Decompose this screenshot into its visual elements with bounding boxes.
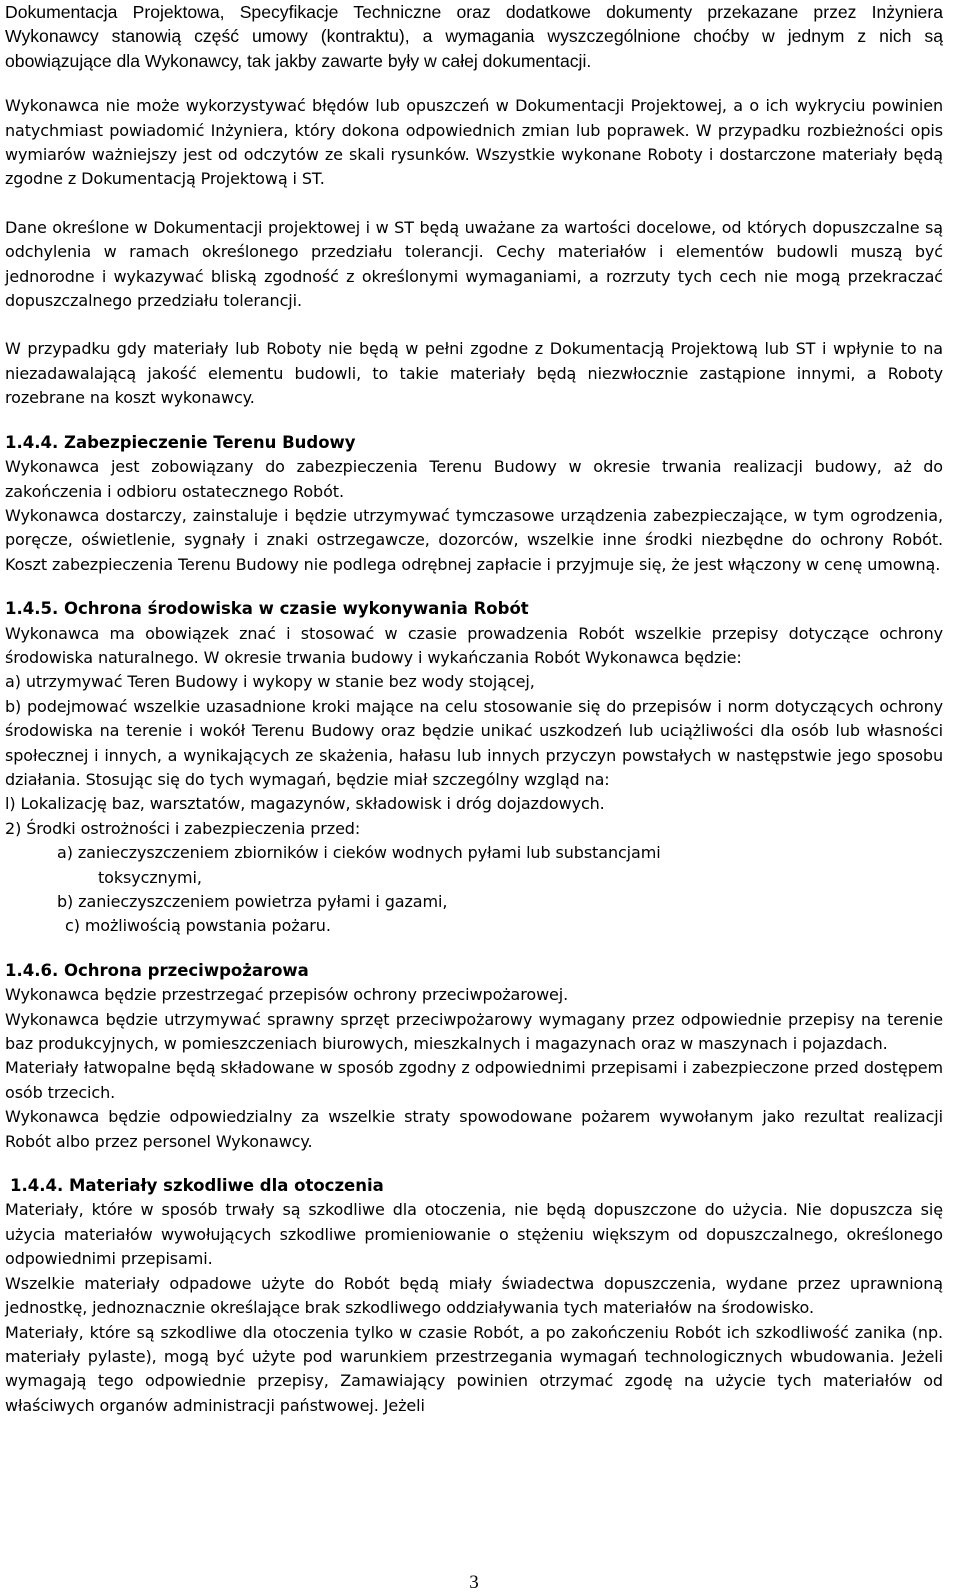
sub-item-b: b) zanieczyszczeniem powietrza pyłami i gazami, — [57, 892, 448, 911]
list-item-2: 2) Środki ostrożności i zabezpieczenia przed: — [5, 818, 361, 838]
heading-site-security: 1.4.4. Zabezpieczenie Terenu Budowy — [5, 432, 356, 452]
list-item-a: a) utrzymywać Teren Budowy i wykopy w stanie bez wody stojącej, — [5, 672, 535, 692]
sub-item-c: c) możliwością powstania pożaru. — [65, 916, 331, 936]
heading-environment-protection: 1.4.5. Ochrona środowiska w czasie wykonywania Robót — [5, 599, 529, 619]
paragraph-harmful-1: Materiały, które w sposób trwały są szkodliwe dla otoczenia, nie będą dopuszczone do użycia. Nie dopuszcza się użycia materiałów wywołujących szkodliwe promieniowanie o stężeniu większym od dopuszczalnego, określonego odpowiednimi przepisami. — [5, 1200, 943, 1269]
list-item-b: b) podejmować wszelkie uzasadnione kroki mające na celu stosowanie się do przepisów i norm dotyczących ochrony środowiska na terenie i wokół Terenu Budowy oraz będzie unikać uszkodzeń lub uciążliwości dla osób lub własności społecznej i innych, a wynikających ze skażenia, hałasu lub innych przyczyn powstałych w następstwie jego sposobu działania. Stosując się do tych wymagań, będzie miał szczególny wzgląd na: — [5, 696, 943, 789]
document-page — [5, 0, 943, 1418]
paragraph-site-security-2: Wykonawca dostarczy, zainstaluje i będzie utrzymywać tymczasowe urządzenia zabezpieczające, w tym ogrodzenia, poręcze, oświetlenie, sygnały i znaki ostrzegawcze, dozorców, wszelkie inne środki niezbędne do ochrony Robót. Koszt zabezpieczenia Terenu Budowy nie podlega odrębnej zapłacie i przyjmuje się, że jest włączony w cenę umowną. — [5, 505, 943, 574]
paragraph-fire-2: Wykonawca będzie utrzymywać sprawny sprzęt przeciwpożarowy wymagany przez odpowiednie przepisy na terenie baz produkcyjnych, w pomieszczeniach biurowych, mieszkalnych i magazynach oraz w maszynach i pojazdach. — [5, 1009, 943, 1054]
paragraph-harmful-3: Materiały, które są szkodliwe dla otoczenia tylko w czasie Robót, a po zakończeniu Robót ich szkodliwość zanika (np. materiały pylaste), mogą być użyte pod warunkiem przestrzegania wymagań technologicznych wbudowania. Jeżeli wymagają tego odpowiednie przepisy, Zamawiający powinien otrzymać zgodę na użycie tych materiałów od właściwych organów administracji państwowej. Jeżeli — [5, 1322, 943, 1415]
sub-item-a-continuation: toksycznymi, — [98, 867, 202, 887]
sub-item-a: a) zanieczyszczeniem zbiorników i cieków wodnych pyłami lub substancjami — [57, 843, 661, 863]
heading-harmful-materials: 1.4.4. Materiały szkodliwe dla otoczenia — [10, 1176, 384, 1196]
paragraph-environment-1: Wykonawca ma obowiązek znać i stosować w czasie prowadzenia Robót wszelkie przepisy dotyczące ochrony środowiska naturalnego. W okresie trwania budowy i wykańczania Robót Wykonawca będzie: — [5, 623, 943, 667]
paragraph-errors-omissions: Wykonawca nie może wykorzystywać błędów lub opuszczeń w Dokumentacji Projektowej, a o ich wykryciu powinien natychmiast powiadomić Inżyniera, który dokona odpowiednich zmian lub poprawek. W przypadku rozbieżności opis wymiarów ważniejszy jest od odczytów ze skali rysunków. Wszystkie wykonane Roboty i dostarczone materiały będą zgodne z Dokumentacją Projektową i ST. — [5, 96, 943, 189]
paragraph-harmful-2: Wszelkie materiały odpadowe użyte do Robót będą miały świadectwa dopuszczenia, wydane przez uprawnioną jednostkę, jednoznacznie określające brak szkodliwego oddziaływania tych materiałów na środowisko. — [5, 1273, 943, 1318]
paragraph-tolerances: Dane określone w Dokumentacji projektowej i w ST będą uważane za wartości docelowe, od których dopuszczalne są odchylenia w ramach określonego przedziału tolerancji. Cechy materiałów i elementów budowli muszą być jednorodne i wykazywać bliską zgodność z określonymi wymaganiami, a rozrzuty tych cech nie mogą przekraczać dopuszczalnego przedziału tolerancji. — [5, 217, 943, 311]
paragraph-fire-3: Materiały łatwopalne będą składowane w sposób zgodny z odpowiednimi przepisami i zabezpieczone przed dostępem osób trzecich. — [5, 1058, 943, 1102]
list-item-1: l) Lokalizację baz, warsztatów, magazynów, składowisk i dróg dojazdowych. — [5, 794, 605, 814]
page-number: 3 — [469, 1572, 479, 1593]
paragraph-contract-documents: Dokumentacja Projektowa, Specyfikacje Techniczne oraz dodatkowe dokumenty przekazane przez Inżyniera Wykonawcy stanowią część umowy (kontraktu), a wymagania wyszczególnione choćby w jednym z nich są obowiązujące dla Wykonawcy, tak jakby zawarte były w całej dokumentacji. — [5, 2, 943, 71]
paragraph-nonconforming-materials: W przypadku gdy materiały lub Roboty nie będą w pełni zgodne z Dokumentacją Projektową lub ST i wpłynie to na niezadawalającą jakość elementu budowli, to takie materiały będą niezwłocznie zastąpione innymi, a Roboty rozebrane na koszt wykonawcy. — [5, 339, 943, 408]
paragraph-site-security-1: Wykonawca jest zobowiązany do zabezpieczenia Terenu Budowy w okresie trwania realizacji budowy, aż do zakończenia i odbioru ostatecznego Robót. — [5, 457, 943, 501]
heading-fire-protection: 1.4.6. Ochrona przeciwpożarowa — [5, 960, 309, 980]
paragraph-fire-4: Wykonawca będzie odpowiedzialny za wszelkie straty spowodowane pożarem wywołanym jako rezultat realizacji Robót albo przez personel Wykonawcy. — [5, 1107, 943, 1151]
paragraph-fire-1: Wykonawca będzie przestrzegać przepisów ochrony przeciwpożarowej. — [5, 985, 569, 1005]
